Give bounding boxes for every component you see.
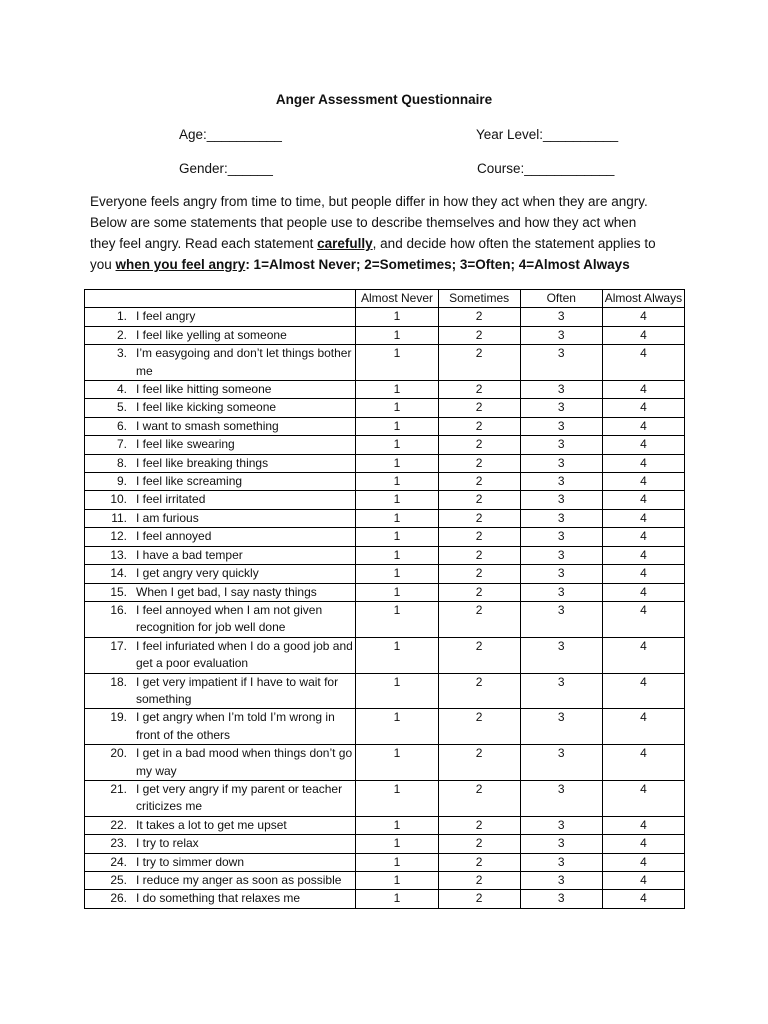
- rating-sometimes[interactable]: 2: [438, 745, 520, 781]
- header-almost-always: Almost Always: [602, 290, 684, 308]
- table-row: [85, 853, 685, 871]
- header-row: [85, 290, 685, 308]
- item-statement: I get angry very quickly: [136, 566, 259, 581]
- rating-sometimes[interactable]: 2: [438, 473, 520, 491]
- rating-often[interactable]: 3: [520, 399, 602, 417]
- rating-almost-never[interactable]: 1: [356, 509, 438, 527]
- item-statement: I get angry when I’m told I’m wrong in front of the others: [136, 710, 335, 742]
- item-statement: I feel like hitting someone: [136, 382, 272, 397]
- rating-almost-always[interactable]: 4: [602, 565, 684, 583]
- rating-almost-never[interactable]: 1: [356, 565, 438, 583]
- rating-often[interactable]: 3: [520, 345, 602, 381]
- rating-almost-never[interactable]: 1: [356, 473, 438, 491]
- item-number: 21.: [110, 781, 127, 796]
- table-row: [85, 345, 685, 381]
- item-statement: I get in a bad mood when things don’t go my way: [136, 746, 353, 778]
- rating-often[interactable]: 3: [520, 528, 602, 546]
- item-statement: I feel like screaming: [136, 474, 243, 489]
- rating-sometimes[interactable]: 2: [438, 835, 520, 853]
- rating-often[interactable]: 3: [520, 417, 602, 435]
- table-row: [85, 816, 685, 834]
- table-row: [85, 454, 685, 472]
- rating-often[interactable]: 3: [520, 583, 602, 601]
- item-statement: I feel annoyed: [136, 529, 212, 544]
- table-row: [85, 326, 685, 344]
- statement-cell: [85, 583, 356, 601]
- rating-sometimes[interactable]: 2: [438, 890, 520, 908]
- header-sometimes: Sometimes: [438, 290, 520, 308]
- rating-almost-never[interactable]: 1: [356, 745, 438, 781]
- rating-almost-always[interactable]: 4: [602, 491, 684, 509]
- rating-often[interactable]: 3: [520, 637, 602, 673]
- rating-often[interactable]: 3: [520, 709, 602, 745]
- rating-almost-never[interactable]: 1: [356, 583, 438, 601]
- item-statement: I get very impatient if I have to wait for something: [136, 674, 339, 706]
- statement-cell: [85, 509, 356, 527]
- rating-often[interactable]: 3: [520, 454, 602, 472]
- item-statement: I feel like kicking someone: [136, 400, 277, 415]
- item-number: 9.: [116, 474, 127, 489]
- item-statement: I want to smash something: [136, 418, 279, 433]
- rating-almost-never[interactable]: 1: [356, 399, 438, 417]
- table-row: [85, 473, 685, 491]
- table-row: [85, 546, 685, 564]
- emphasis-when-you-feel-angry: when you feel angry: [115, 257, 246, 272]
- item-number: 16.: [110, 602, 127, 617]
- rating-almost-always[interactable]: 4: [602, 528, 684, 546]
- item-number: 10.: [110, 492, 127, 507]
- item-statement: I am furious: [136, 510, 199, 525]
- rating-almost-never[interactable]: 1: [356, 601, 438, 637]
- item-number: 5.: [116, 400, 127, 415]
- statement-cell: [85, 399, 356, 417]
- rating-almost-never[interactable]: 1: [356, 417, 438, 435]
- rating-almost-never[interactable]: 1: [356, 528, 438, 546]
- item-number: 20.: [110, 746, 127, 761]
- item-number: 3.: [116, 346, 127, 361]
- instructions-text: , and decide how often the statement applies to: [372, 236, 656, 251]
- item-number: 26.: [110, 891, 127, 906]
- rating-almost-always[interactable]: 4: [602, 436, 684, 454]
- item-number: 7.: [116, 437, 127, 452]
- rating-sometimes[interactable]: 2: [438, 509, 520, 527]
- rating-sometimes[interactable]: 2: [438, 381, 520, 399]
- item-number: 8.: [116, 455, 127, 470]
- table-row: [85, 890, 685, 908]
- rating-often[interactable]: 3: [520, 890, 602, 908]
- rating-almost-never[interactable]: 1: [356, 780, 438, 816]
- rating-almost-never[interactable]: 1: [356, 872, 438, 890]
- rating-almost-never[interactable]: 1: [356, 345, 438, 381]
- statement-cell: [85, 345, 356, 381]
- header-often: Often: [520, 290, 602, 308]
- rating-almost-always[interactable]: 4: [602, 308, 684, 326]
- rating-almost-never[interactable]: 1: [356, 890, 438, 908]
- table-row: [85, 709, 685, 745]
- statement-cell: [85, 601, 356, 637]
- statement-cell: [85, 417, 356, 435]
- rating-often[interactable]: 3: [520, 565, 602, 583]
- rating-almost-always[interactable]: 4: [602, 637, 684, 673]
- table-row: [85, 835, 685, 853]
- table-row: [85, 872, 685, 890]
- rating-almost-always[interactable]: 4: [602, 745, 684, 781]
- instructions-line-3: [90, 233, 680, 254]
- header-almost-never: Almost Never: [356, 290, 438, 308]
- rating-almost-always[interactable]: 4: [602, 583, 684, 601]
- table-row: [85, 399, 685, 417]
- statement-cell: [85, 326, 356, 344]
- table-row: [85, 601, 685, 637]
- instructions-line-1: Everyone feels angry from time to time, but people differ in how they act when they are angry.: [90, 194, 648, 209]
- rating-sometimes[interactable]: 2: [438, 673, 520, 709]
- rating-sometimes[interactable]: 2: [438, 436, 520, 454]
- rating-almost-always[interactable]: 4: [602, 872, 684, 890]
- rating-often[interactable]: 3: [520, 326, 602, 344]
- rating-almost-never[interactable]: 1: [356, 308, 438, 326]
- rating-sometimes[interactable]: 2: [438, 780, 520, 816]
- statement-cell: [85, 835, 356, 853]
- statement-cell: [85, 454, 356, 472]
- statement-cell: [85, 565, 356, 583]
- statement-cell: [85, 780, 356, 816]
- statement-cell: [85, 381, 356, 399]
- rating-often[interactable]: 3: [520, 872, 602, 890]
- item-statement: I feel like swearing: [136, 437, 235, 452]
- rating-often[interactable]: 3: [520, 381, 602, 399]
- rating-almost-never[interactable]: 1: [356, 454, 438, 472]
- course-field[interactable]: Course:____________: [477, 161, 615, 176]
- statement-cell: [85, 745, 356, 781]
- rating-often[interactable]: 3: [520, 308, 602, 326]
- rating-almost-never[interactable]: 1: [356, 709, 438, 745]
- table-row: [85, 491, 685, 509]
- rating-often[interactable]: 3: [520, 473, 602, 491]
- item-statement: It takes a lot to get me upset: [136, 817, 287, 832]
- item-number: 2.: [116, 327, 127, 342]
- item-number: 6.: [116, 418, 127, 433]
- item-statement: I feel annoyed when I am not given recognition for job well done: [136, 602, 323, 635]
- item-number: 11.: [111, 510, 127, 525]
- rating-almost-never[interactable]: 1: [356, 853, 438, 871]
- year-level-field[interactable]: Year Level:__________: [476, 127, 619, 142]
- item-statement: I feel like yelling at someone: [136, 327, 287, 342]
- table-row: [85, 565, 685, 583]
- rating-almost-never[interactable]: 1: [356, 816, 438, 834]
- rating-almost-never[interactable]: 1: [356, 436, 438, 454]
- age-field[interactable]: Age:__________: [179, 127, 282, 142]
- item-statement: I feel irritated: [136, 492, 206, 507]
- rating-almost-always[interactable]: 4: [602, 890, 684, 908]
- statement-cell: [85, 473, 356, 491]
- table-row: [85, 436, 685, 454]
- item-statement: I get very angry if my parent or teacher criticizes me: [136, 781, 343, 814]
- rating-often[interactable]: 3: [520, 835, 602, 853]
- rating-sometimes[interactable]: 2: [438, 528, 520, 546]
- rating-sometimes[interactable]: 2: [438, 709, 520, 745]
- item-number: 1.: [116, 309, 127, 324]
- statement-cell: [85, 816, 356, 834]
- rating-almost-never[interactable]: 1: [356, 637, 438, 673]
- rating-almost-always[interactable]: 4: [602, 345, 684, 381]
- statement-cell: [85, 890, 356, 908]
- rating-sometimes[interactable]: 2: [438, 454, 520, 472]
- table-row: [85, 745, 685, 781]
- table-row: [85, 673, 685, 709]
- rating-almost-always[interactable]: 4: [602, 673, 684, 709]
- table-row: [85, 528, 685, 546]
- rating-almost-never[interactable]: 1: [356, 673, 438, 709]
- rating-sometimes[interactable]: 2: [438, 345, 520, 381]
- item-number: 12.: [110, 529, 127, 544]
- rating-almost-always[interactable]: 4: [602, 326, 684, 344]
- table-row: [85, 583, 685, 601]
- rating-almost-never[interactable]: 1: [356, 546, 438, 564]
- rating-often[interactable]: 3: [520, 780, 602, 816]
- rating-almost-always[interactable]: 4: [602, 454, 684, 472]
- statement-cell: [85, 853, 356, 871]
- rating-sometimes[interactable]: 2: [438, 872, 520, 890]
- item-number: 14.: [110, 566, 127, 581]
- item-statement: I have a bad temper: [136, 547, 243, 562]
- rating-almost-never[interactable]: 1: [356, 326, 438, 344]
- rating-often[interactable]: 3: [520, 491, 602, 509]
- statement-cell: [85, 491, 356, 509]
- item-statement: I feel angry: [136, 309, 196, 324]
- item-number: 19.: [110, 710, 127, 725]
- emphasis-carefully: carefully: [317, 236, 373, 251]
- table-row: [85, 381, 685, 399]
- table-row: [85, 509, 685, 527]
- rating-almost-always[interactable]: 4: [602, 546, 684, 564]
- rating-sometimes[interactable]: 2: [438, 853, 520, 871]
- rating-often[interactable]: 3: [520, 546, 602, 564]
- table-row: [85, 637, 685, 673]
- page-title: Anger Assessment Questionnaire: [275, 92, 493, 107]
- statement-cell: [85, 546, 356, 564]
- item-number: 22.: [110, 817, 127, 832]
- statement-cell: [85, 528, 356, 546]
- rating-almost-always[interactable]: 4: [602, 709, 684, 745]
- gender-field[interactable]: Gender:______: [179, 161, 273, 176]
- item-statement: I do something that relaxes me: [136, 891, 301, 906]
- rating-often[interactable]: 3: [520, 509, 602, 527]
- item-number: 23.: [110, 836, 127, 851]
- rating-sometimes[interactable]: 2: [438, 637, 520, 673]
- rating-almost-always[interactable]: 4: [602, 816, 684, 834]
- questionnaire-table: [84, 289, 685, 909]
- rating-often[interactable]: 3: [520, 816, 602, 834]
- rating-sometimes[interactable]: 2: [438, 816, 520, 834]
- item-statement: I try to simmer down: [136, 854, 245, 869]
- rating-sometimes[interactable]: 2: [438, 583, 520, 601]
- item-statement: I feel like breaking things: [136, 455, 269, 470]
- rating-almost-always[interactable]: 4: [602, 835, 684, 853]
- rating-sometimes[interactable]: 2: [438, 326, 520, 344]
- rating-almost-always[interactable]: 4: [602, 780, 684, 816]
- table-row: [85, 308, 685, 326]
- rating-almost-always[interactable]: 4: [602, 417, 684, 435]
- rating-almost-always[interactable]: 4: [602, 509, 684, 527]
- statement-cell: [85, 673, 356, 709]
- rating-sometimes[interactable]: 2: [438, 546, 520, 564]
- scale-legend: : 1=Almost Never; 2=Sometimes; 3=Often; 4=Almost Always: [245, 257, 630, 272]
- instructions: [90, 191, 680, 275]
- statement-cell: [85, 637, 356, 673]
- item-statement: When I get bad, I say nasty things: [136, 584, 317, 599]
- instructions-line-4: [90, 254, 680, 275]
- item-statement: I feel infuriated when I do a good job and get a poor evaluation: [136, 638, 353, 671]
- rating-often[interactable]: 3: [520, 436, 602, 454]
- rating-almost-always[interactable]: 4: [602, 853, 684, 871]
- rating-almost-always[interactable]: 4: [602, 473, 684, 491]
- instructions-line-2: Below are some statements that people use to describe themselves and how they act when: [90, 215, 637, 230]
- statement-cell: [85, 709, 356, 745]
- statement-cell: [85, 308, 356, 326]
- rating-often[interactable]: 3: [520, 601, 602, 637]
- rating-almost-always[interactable]: 4: [602, 381, 684, 399]
- rating-often[interactable]: 3: [520, 673, 602, 709]
- rating-sometimes[interactable]: 2: [438, 491, 520, 509]
- rating-often[interactable]: 3: [520, 745, 602, 781]
- rating-often[interactable]: 3: [520, 853, 602, 871]
- rating-almost-never[interactable]: 1: [356, 835, 438, 853]
- item-statement: I’m easygoing and don’t let things bother me: [136, 346, 352, 378]
- rating-sometimes[interactable]: 2: [438, 565, 520, 583]
- item-number: 17.: [110, 638, 127, 653]
- item-number: 15.: [110, 584, 127, 599]
- item-number: 18.: [110, 674, 127, 689]
- statement-cell: [85, 872, 356, 890]
- rating-sometimes[interactable]: 2: [438, 417, 520, 435]
- item-statement: I try to relax: [136, 836, 199, 851]
- rating-sometimes[interactable]: 2: [438, 601, 520, 637]
- item-number: 24.: [110, 854, 127, 869]
- header-statement: [85, 290, 356, 308]
- rating-sometimes[interactable]: 2: [438, 399, 520, 417]
- instructions-text: they feel angry. Read each statement: [90, 236, 318, 251]
- item-number: 13.: [110, 547, 127, 562]
- rating-almost-always[interactable]: 4: [602, 399, 684, 417]
- item-number: 25.: [110, 873, 127, 887]
- rating-almost-never[interactable]: 1: [356, 491, 438, 509]
- rating-almost-always[interactable]: 4: [602, 601, 684, 637]
- table-row: [85, 780, 685, 816]
- rating-sometimes[interactable]: 2: [438, 308, 520, 326]
- instructions-text: you: [90, 257, 116, 272]
- table-row: [85, 417, 685, 435]
- item-number: 4.: [116, 382, 127, 397]
- statement-cell: [85, 436, 356, 454]
- item-statement: I reduce my anger as soon as possible: [136, 873, 342, 887]
- rating-almost-never[interactable]: 1: [356, 381, 438, 399]
